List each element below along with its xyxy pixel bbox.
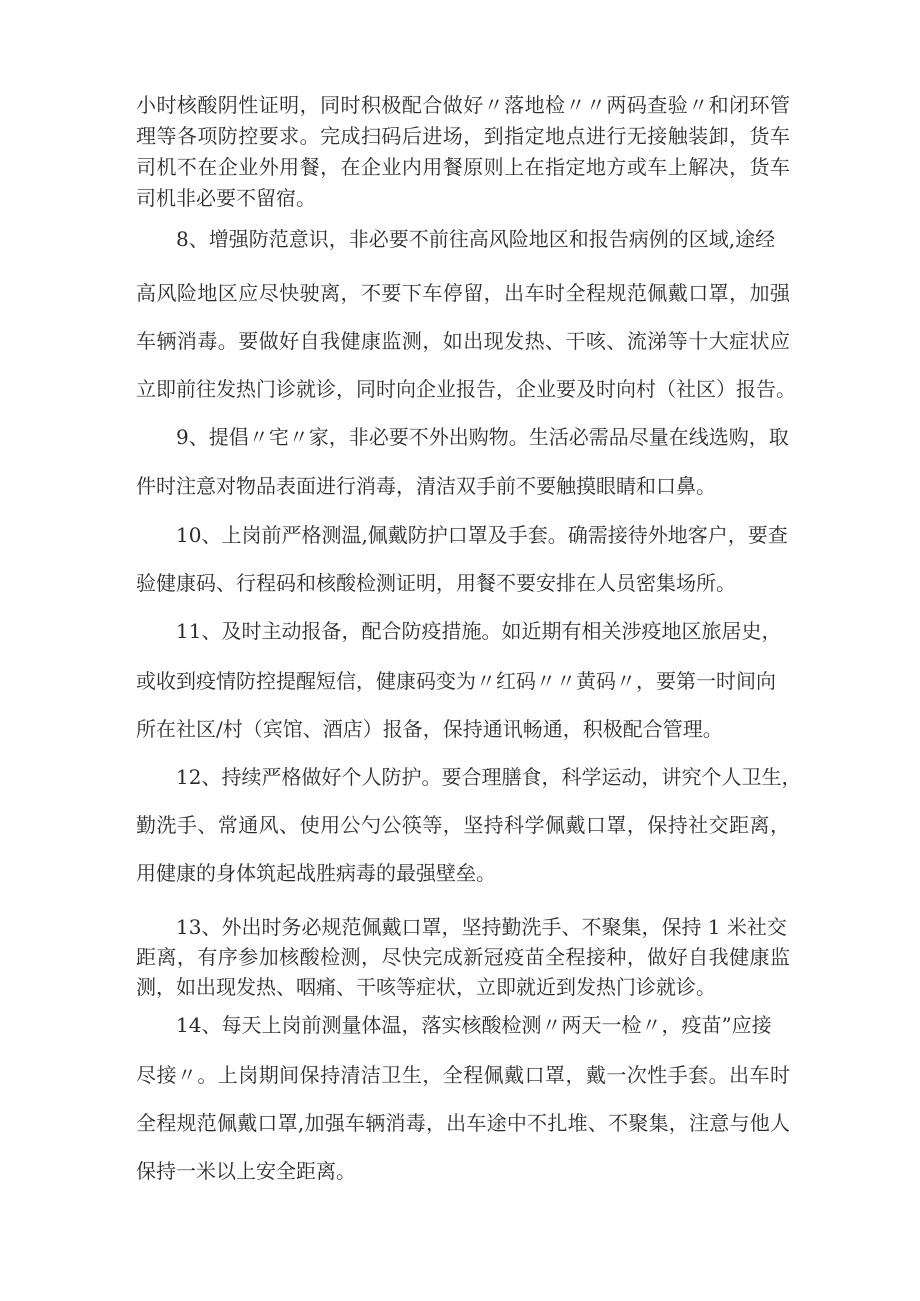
text-line: 理等各项防控要求。完成扫码后进场，到指定地点进行无接触装卸，货车 bbox=[136, 124, 790, 148]
text-line: 距离，有序参加核酸检测，尽快完成新冠疫苗全程接种，做好自我健康监 bbox=[136, 945, 790, 969]
text-line: 10、上岗前严格测温,佩戴防护口罩及手套。确需接待外地客户，要查 bbox=[176, 523, 788, 547]
text-line: 所在社区/村（宾馆、酒店）报备，保持通讯畅通，积极配合管理。 bbox=[136, 717, 723, 741]
text-line: 测，如出现发热、咽痛、干咳等症状，立即就近到发热门诊就诊。 bbox=[136, 975, 716, 999]
text-line: 14、每天上岗前测量体温，落实核酸检测〃两天一检〃，疫苗”应接 bbox=[176, 1013, 772, 1037]
text-line: 小时核酸阴性证明，同时积极配合做好〃落地检〃〃两码查验〃和闭环管 bbox=[136, 93, 790, 117]
text-line: 8、增强防范意识，非必要不前往高风险地区和报告病例的区域,途经 bbox=[176, 227, 776, 251]
text-line: 件时注意对物品表面进行消毒，清洁双手前不要触摸眼睛和口鼻。 bbox=[136, 474, 716, 498]
text-line: 司机非必要不留宿。 bbox=[136, 186, 316, 210]
text-line: 保持一米以上安全距离。 bbox=[136, 1159, 356, 1183]
text-line: 13、外出时务必规范佩戴口罩，坚持勤洗手、不聚集，保持 1 米社交 bbox=[176, 915, 787, 939]
text-line: 高风险地区应尽快驶离，不要下车停留，出车时全程规范佩戴口罩，加强 bbox=[136, 281, 790, 305]
text-line: 车辆消毒。要做好自我健康监测，如出现发热、干咳、流涕等十大症状应 bbox=[136, 329, 790, 353]
text-line: 11、及时主动报备，配合防疫措施。如近期有相关涉疫地区旅居史， bbox=[176, 619, 782, 643]
text-line: 或收到疫情防控提醒短信，健康码变为〃红码〃〃黄码〃，要第一时间向 bbox=[136, 669, 776, 693]
text-line: 9、提倡〃宅〃家，非必要不外出购物。生活必需品尽量在线选购，取 bbox=[176, 425, 789, 449]
text-line: 立即前往发热门诊就诊，同时向企业报告，企业要及时向村（社区）报告。 bbox=[136, 377, 796, 401]
text-line: 用健康的身体筑起战胜病毒的最强壁垒。 bbox=[136, 861, 496, 885]
text-line: 尽接〃。上岗期间保持清洁卫生，全程佩戴口罩，戴一次性手套。出车时 bbox=[136, 1063, 790, 1087]
text-line: 12、持续严格做好个人防护。要合理膳食，科学运动，讲究个人卫生， bbox=[176, 765, 802, 789]
text-line: 勤洗手、常通风、使用公勺公筷等，坚持科学佩戴口罩，保持社交距离， bbox=[136, 813, 790, 837]
text-line: 司机不在企业外用餐，在企业内用餐原则上在指定地方或车上解决，货车 bbox=[136, 155, 790, 179]
text-line: 全程规范佩戴口罩,加强车辆消毒，出车途中不扎堆、不聚集，注意与他人 bbox=[136, 1111, 790, 1135]
text-line: 验健康码、行程码和核酸检测证明，用餐不要安排在人员密集场所。 bbox=[136, 571, 736, 595]
